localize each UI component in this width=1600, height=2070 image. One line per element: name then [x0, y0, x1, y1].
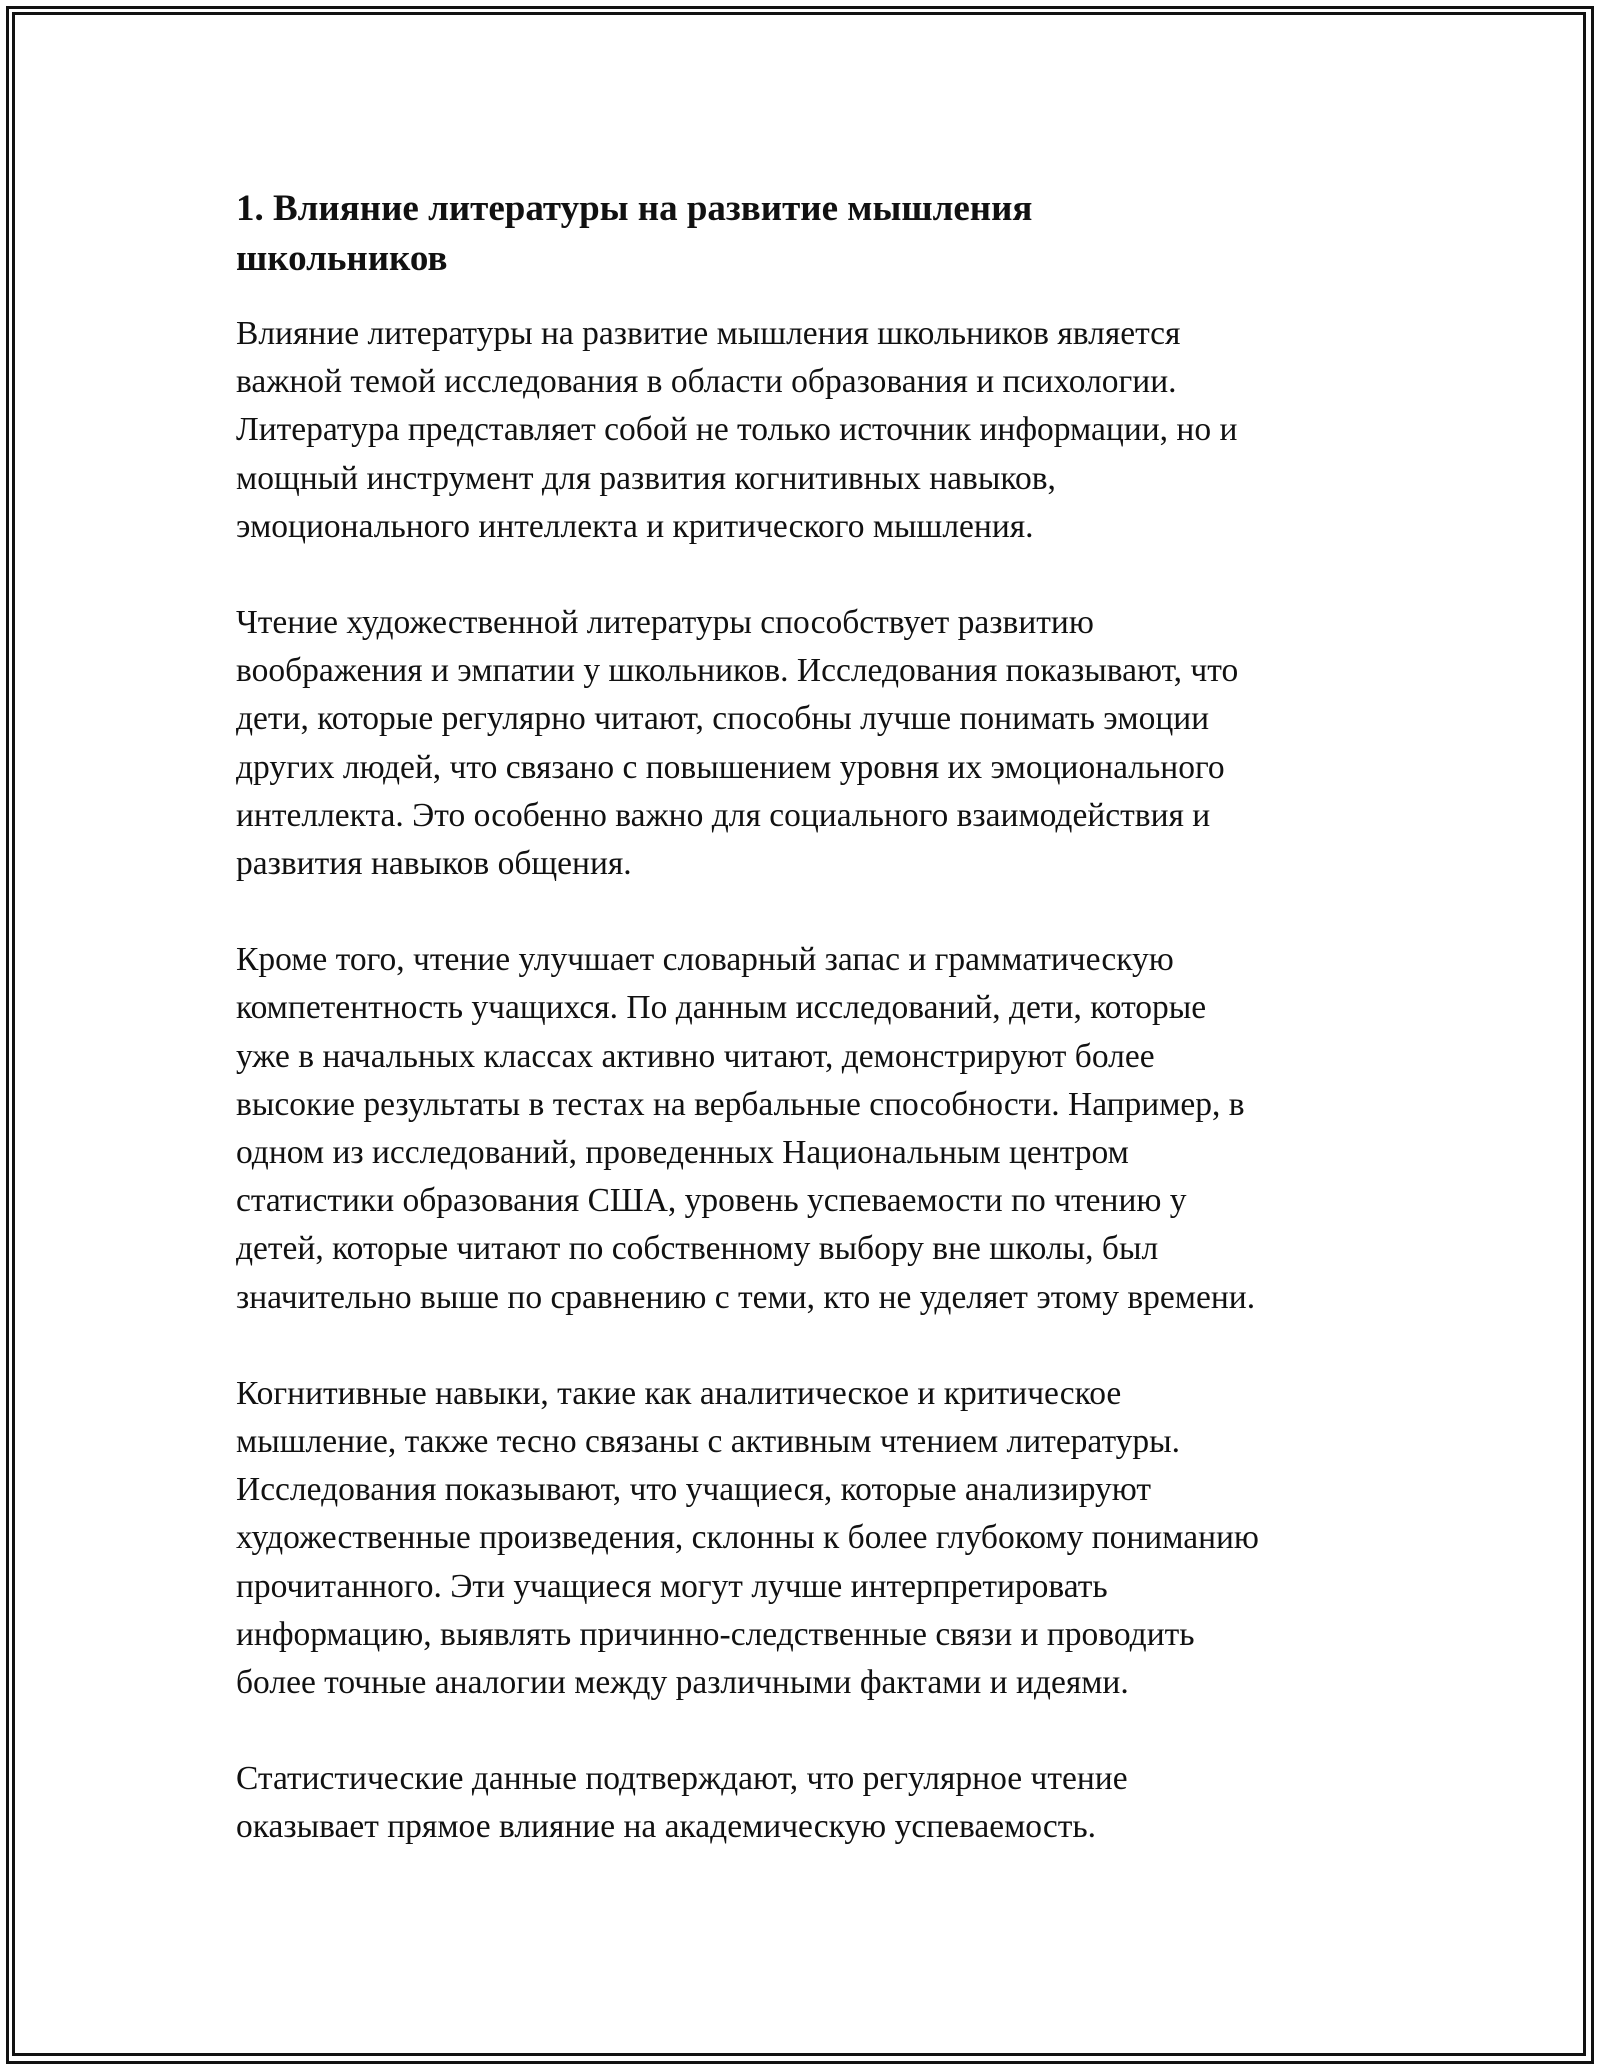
document-title [236, 184, 1386, 284]
paragraph-1 [236, 310, 1386, 551]
text-line: высокие результаты в тестах на вербальные способности. Например, в [236, 1085, 1245, 1123]
text-line: Исследования показывают, что учащиеся, которые анализируют [236, 1471, 1151, 1509]
text-line: компетентность учащихся. По данным исследований, дети, которые [236, 989, 1207, 1027]
text-line: уже в начальных классах активно читают, демонстрируют более [236, 1037, 1155, 1075]
text-line: информацию, выявлять причинно-следственные связи и проводить [236, 1615, 1195, 1653]
title-line: 1. Влияние литературы на развитие мышления [236, 188, 1033, 229]
paragraph-5 [236, 1755, 1386, 1851]
text-line: прочитанного. Эти учащиеся могут лучше интерпретировать [236, 1567, 1108, 1605]
text-line: Статистические данные подтверждают, что регулярное чтение [236, 1760, 1128, 1798]
text-line: мощный инструмент для развития когнитивных навыков, [236, 459, 1056, 497]
text-line: Когнитивные навыки, такие как аналитическое и критическое [236, 1374, 1122, 1412]
title-line: школьников [236, 238, 448, 279]
text-line: Кроме того, чтение улучшает словарный запас и грамматическую [236, 941, 1174, 979]
paragraph-3 [236, 936, 1386, 1322]
text-line: развития навыков общения. [236, 845, 632, 883]
text-line: мышление, также тесно связаны с активным чтением литературы. [236, 1423, 1181, 1461]
text-line: воображения и эмпатии у школьников. Исследования показывают, что [236, 652, 1239, 690]
document-body [236, 184, 1386, 1900]
text-line: Чтение художественной литературы способствует развитию [236, 604, 1094, 642]
text-line: Влияние литературы на развитие мышления школьников является [236, 315, 1181, 352]
paragraph-2 [236, 599, 1386, 888]
text-line: одном из исследований, проведенных Национальным центром [236, 1134, 1129, 1172]
text-line: других людей, что связано с повышением уровня их эмоционального [236, 748, 1225, 786]
text-line: художественные произведения, склонны к более глубокому пониманию [236, 1519, 1259, 1557]
text-line: более точные аналогии между различными фактами и идеями. [236, 1664, 1129, 1702]
text-line: оказывает прямое влияние на академическую успеваемость. [236, 1808, 1097, 1846]
text-line: детей, которые читают по собственному выбору вне школы, был [236, 1230, 1159, 1268]
text-line: эмоционального интеллекта и критического мышления. [236, 507, 1034, 545]
text-line: интеллекта. Это особенно важно для социального взаимодействия и [236, 796, 1211, 834]
text-line: статистики образования США, уровень успеваемости по чтению у [236, 1182, 1187, 1220]
text-line: значительно выше по сравнению с теми, кто не уделяет этому времени. [236, 1278, 1256, 1316]
text-line: Литература представляет собой не только источник информации, но и [236, 411, 1238, 449]
paragraph-4 [236, 1370, 1386, 1707]
text-line: важной темой исследования в области образования и психологии. [236, 363, 1177, 401]
text-line: дети, которые регулярно читают, способны лучше понимать эмоции [236, 700, 1210, 738]
